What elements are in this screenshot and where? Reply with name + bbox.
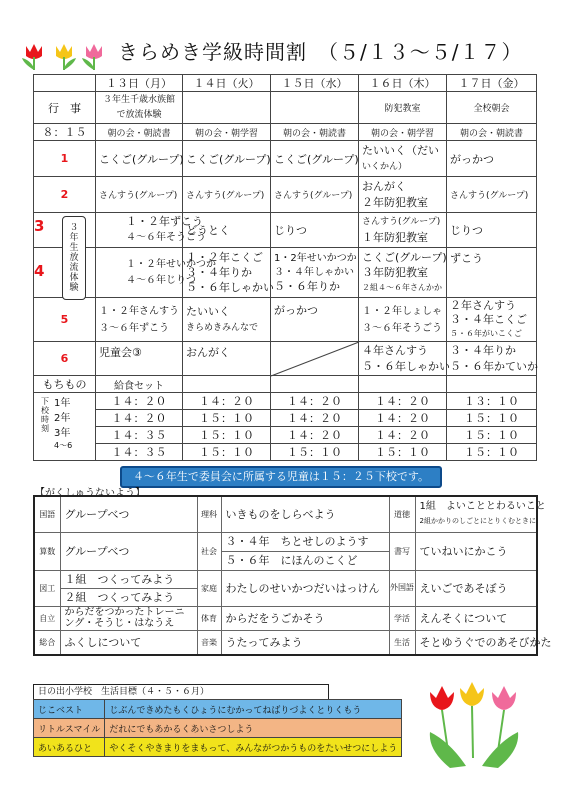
subject-content: グループべつ [60,532,197,570]
period-row-6 [34,342,537,376]
subject-content-a: 1組 よいこととわるいこと [419,501,546,513]
p4-wed-a: 1・2年せいかつか [274,252,357,264]
events-mon-line2: で放流体験 [116,109,162,120]
p4-mon-b: ４〜６年じりつ [126,274,196,286]
p5-thu-a: １・２年しょしゃ [362,305,442,317]
period-row-5 [34,298,537,342]
goals-title: 日の出小学校 生活目標（４・５・６月） [33,684,329,700]
goal-row [34,719,402,738]
dismissal-row [34,444,537,461]
subject-label: 理科 [197,496,221,532]
subject-label: 図工 [34,570,60,606]
p5-mon-b: ３〜６年ずこう [99,322,169,334]
subject-label: 道徳 [389,496,415,532]
tulip-icon [460,682,484,758]
subject-content: わたしのせいかつだいはっけん [221,570,389,606]
p4-thu-a: こくご(グループ) [362,251,447,264]
subject-content: ていねいにかこう [415,532,537,570]
content-row [34,630,537,655]
dismissal-time: １５：１０ [447,410,537,427]
dismissal-row [34,393,537,410]
dismissal-time: １４：２０ [96,393,183,410]
p6-fri-b: ５・６年かていか [450,359,538,373]
p5-tue-b: きらめきみんなで [186,322,259,333]
p6-fri-a: ３・４年りか [450,343,516,357]
dismissal-grade: 3年 [54,428,71,439]
subject-content [221,532,389,570]
dismissal-time: １４：２０ [359,427,447,444]
tulip-icon [56,44,76,70]
p5-wed: がっかつ [271,298,359,342]
events-row [34,92,537,124]
p4-thu-b: ３年防犯教室 [362,266,428,279]
subject-content: からだをうごかそう [221,606,389,630]
events-mon-line1: ３年生千歳水族館 [102,94,175,105]
dismissal-time: １５：１０ [183,410,271,427]
goal-name: あいあるひと [34,738,105,757]
field-trip-tag-text: ３年生放流体験 [69,223,79,293]
subject-label: 国語 [34,496,60,532]
events-thu: 防犯教室 [359,92,447,124]
dismissal-row [34,410,537,427]
period-number: 1 [34,141,96,177]
page-title: きらめき学級時間割 （５/１３〜５/１７） [118,40,523,64]
subject-content [60,606,197,630]
dismissal-grade: 2年 [54,413,71,424]
dismissal-time: １５：１０ [271,444,359,461]
morning-thu: 朝の会・朝学習 [359,124,447,141]
p6-thu-b: ５・６年しゃかい [362,359,450,373]
events-mon [96,92,183,124]
subject-label: 家庭 [197,570,221,606]
p1-thu [359,141,447,177]
morning-mon: 朝の会・朝読書 [96,124,183,141]
tulip-icon [82,44,102,70]
p6-thu [359,342,450,376]
goal-name: じこベスト [34,700,105,719]
period-number: 6 [34,342,96,376]
diagonal-line [271,342,359,376]
p5-thu [359,298,447,342]
p5-fri [447,298,537,342]
subject-label: 生活 [389,630,415,655]
p3-mon [96,213,206,248]
p4-tue-c: ５・６年しゃかい [186,281,274,294]
p3-mon-b: ４〜６年そうごう [126,232,206,243]
p1-wed: こくご(グループ) [271,141,359,177]
p6-wed [271,342,359,376]
subject-content [415,496,546,532]
subject-label-text: 外国語 [390,583,414,592]
subject-content-a: からだをつかったトレーニ [64,607,185,618]
day-header: １３日（月） [96,75,183,92]
dismissal-time: １４：２０ [96,410,183,427]
p3-fri: じりつ [447,213,537,248]
morning-fri: 朝の会・朝読書 [447,124,537,141]
dismissal-row [34,427,537,444]
p2-thu [359,177,447,213]
p4-wed [271,248,359,298]
dismissal-time: １４：２０ [359,393,447,410]
p5-fri-c: ５・６年がいこくご [450,328,522,338]
events-wed [271,92,359,124]
p5-fri-b: ３・４年こくご [450,312,527,326]
subject-content: えんそくについて [415,606,537,630]
p1-tue: こくご(グループ) [183,141,271,177]
dismissal-grade: 4〜6 [54,441,73,450]
corner-cell [34,75,96,92]
subject-label: 音楽 [197,630,221,655]
p4-tue [183,248,274,298]
subject-content [60,570,197,606]
p4-tue-b: ３・４年りか [186,266,252,279]
content-title: 【がくしゅうないよう】 [35,488,145,499]
p4-wed-c: ５・６年りか [274,279,340,293]
goal-row [34,738,402,757]
p4-thu-c: ２組４〜６年さんかか [362,283,442,292]
subject-content: うたってみよう [221,630,389,655]
events-fri: 全校朝会 [447,92,537,124]
subject-content-a: ３・４年 ちとせしのようす [222,533,389,552]
dismissal-time: １４：２０ [271,410,359,427]
subject-label: 自立 [34,606,60,630]
events-tue [183,92,271,124]
dismissal-time: １４：２０ [359,410,447,427]
p6-fri [447,342,537,376]
goal-text: だれにでもあかるくあいさつしよう [105,719,402,738]
goal-name: リトルスマイル [34,719,105,738]
dismissal-time: １５：１０ [447,427,537,444]
subject-content: えいごであそぼう [415,570,537,606]
dismissal-time: １５：１０ [183,444,271,461]
morning-time: ８：１５ [34,124,96,141]
dismissal-time: １５：１０ [183,427,271,444]
period-row-1 [34,141,537,177]
goal-text: やくそくやきまりをまもって、みんながつかうものをたいせつにしよう [105,738,402,757]
dismissal-time: １４：２０ [183,393,271,410]
period-number: 3 [34,217,45,235]
lunch-mon: 給食セット [96,376,183,393]
p5-mon-a: １・２年さんすう [99,305,179,317]
p4-mon [96,248,216,298]
dismissal-time: １５：１０ [447,444,537,461]
lunch-fri [447,376,537,393]
content-row [34,532,537,570]
p4-thu [359,248,447,298]
period-number: 4 [34,262,45,280]
p4-tue-a: １・２年こくご [186,251,263,264]
p3-tue: どうとく [183,213,271,248]
p2-tue: さんすう(グループ) [183,177,271,213]
dismissal-time: １４：２０ [271,427,359,444]
timetable [33,74,537,461]
dismissal-time: １３：１０ [447,393,537,410]
p5-mon [96,298,183,342]
subject-content-a: １組 つくってみよう [61,571,197,589]
dismissal-time: １５：１０ [359,444,447,461]
p1-fri: がっかつ [447,141,537,177]
p1-thu-b: いくかん） [362,161,408,172]
notice-banner: ４〜６年生で委員会に所属する児童は１５：２５下校です。 [120,466,442,488]
p5-fri-a: ２年さんすう [450,298,516,312]
p6-thu-a: ４年さんすう [362,343,428,357]
subject-content: ふくしについて [60,630,197,655]
subject-content: グループべつ [60,496,197,532]
p3-thu-a: さんすう(グループ) [362,217,441,227]
subject-label: 学活 [389,606,415,630]
day-header: １７日（金） [447,75,537,92]
tulip-icon-group [20,42,112,72]
p3-thu [359,213,447,248]
content-row [34,606,537,630]
subject-label: 算数 [34,532,60,570]
subject-content-b: ５・６年 にほんのこくど [225,553,358,567]
tulip-icon [22,44,42,70]
period-row-2 [34,177,537,213]
dismissal-grade: 1年 [54,398,71,409]
subject-label: 体育 [197,606,221,630]
p2-mon: さんすう(グループ) [96,177,183,213]
p1-mon: こくご(グループ) [96,141,183,177]
period-number: 2 [34,177,96,213]
subject-label: 総合 [34,630,60,655]
p3-wed: じりつ [271,213,359,248]
p1-thu-a: たいいく（だい [362,143,439,157]
content-row [34,496,537,532]
p4-mon-a: １・２年せいかつか [126,258,216,270]
p3-mon-a: １・２年ずこう [126,215,203,228]
period-row-3 [34,213,537,248]
goal-text: じぶんできめたもくひょうにむかってねばりづよくとりくもう [105,700,402,719]
lunch-wed [271,376,359,393]
morning-row [34,124,537,141]
tulip-bouquet-icon [420,680,530,770]
p2-thu-b: ２年防犯教室 [362,195,428,209]
lunch-thu [359,376,447,393]
lunch-tue [183,376,271,393]
lunch-row [34,376,537,393]
morning-wed: 朝の会・朝読書 [271,124,359,141]
day-header: １５日（水） [271,75,359,92]
subject-content-b: 2組かかりのしごとにとりくむときに [419,517,536,526]
p3-thu-b: １年防犯教室 [362,231,428,244]
content-row [34,570,537,606]
p2-fri: さんすう(グループ) [447,177,537,213]
dismissal-time: １４：３５ [96,444,183,461]
dismissal-label-cell [34,393,96,461]
lunch-label: もちもの [34,376,96,393]
subject-content-b: ２組 つくってみよう [64,590,175,604]
goals-table [33,699,402,757]
goal-row [34,700,402,719]
subject-label: 社会 [197,532,221,570]
day-header-row [34,75,537,92]
subject-content: いきものをしらべよう [221,496,389,532]
subject-label: 書写 [389,532,415,570]
p4-fri: ずこう [447,248,537,298]
field-trip-tag [62,216,86,300]
morning-tue: 朝の会・朝学習 [183,124,271,141]
subject-content-b: ング・そうじ・はなうえ [64,618,175,629]
learning-content-table [33,495,552,656]
day-header: １４日（火） [183,75,271,92]
subject-content: そとゆうぐでのあそびかた [415,630,537,655]
p5-tue [183,298,271,342]
dismissal-time: １４：２０ [271,393,359,410]
p6-tue: おんがく [183,342,271,376]
period-number: 5 [34,298,96,342]
dismissal-label: 下校時刻 [41,397,49,433]
p2-thu-a: おんがく [362,179,406,193]
day-header: １６日（木） [359,75,447,92]
p2-wed: さんすう(グループ) [271,177,359,213]
p5-tue-a: たいいく [186,304,230,318]
period-row-4 [34,248,537,298]
subject-label [389,570,415,606]
p4-wed-b: ３・４年しゃかい [274,266,354,278]
p6-mon: 児童会③ [96,342,183,376]
p5-thu-b: ３〜６年そうごう [362,322,442,334]
dismissal-time: １４：３５ [96,427,183,444]
events-label: 行 事 [34,92,96,124]
